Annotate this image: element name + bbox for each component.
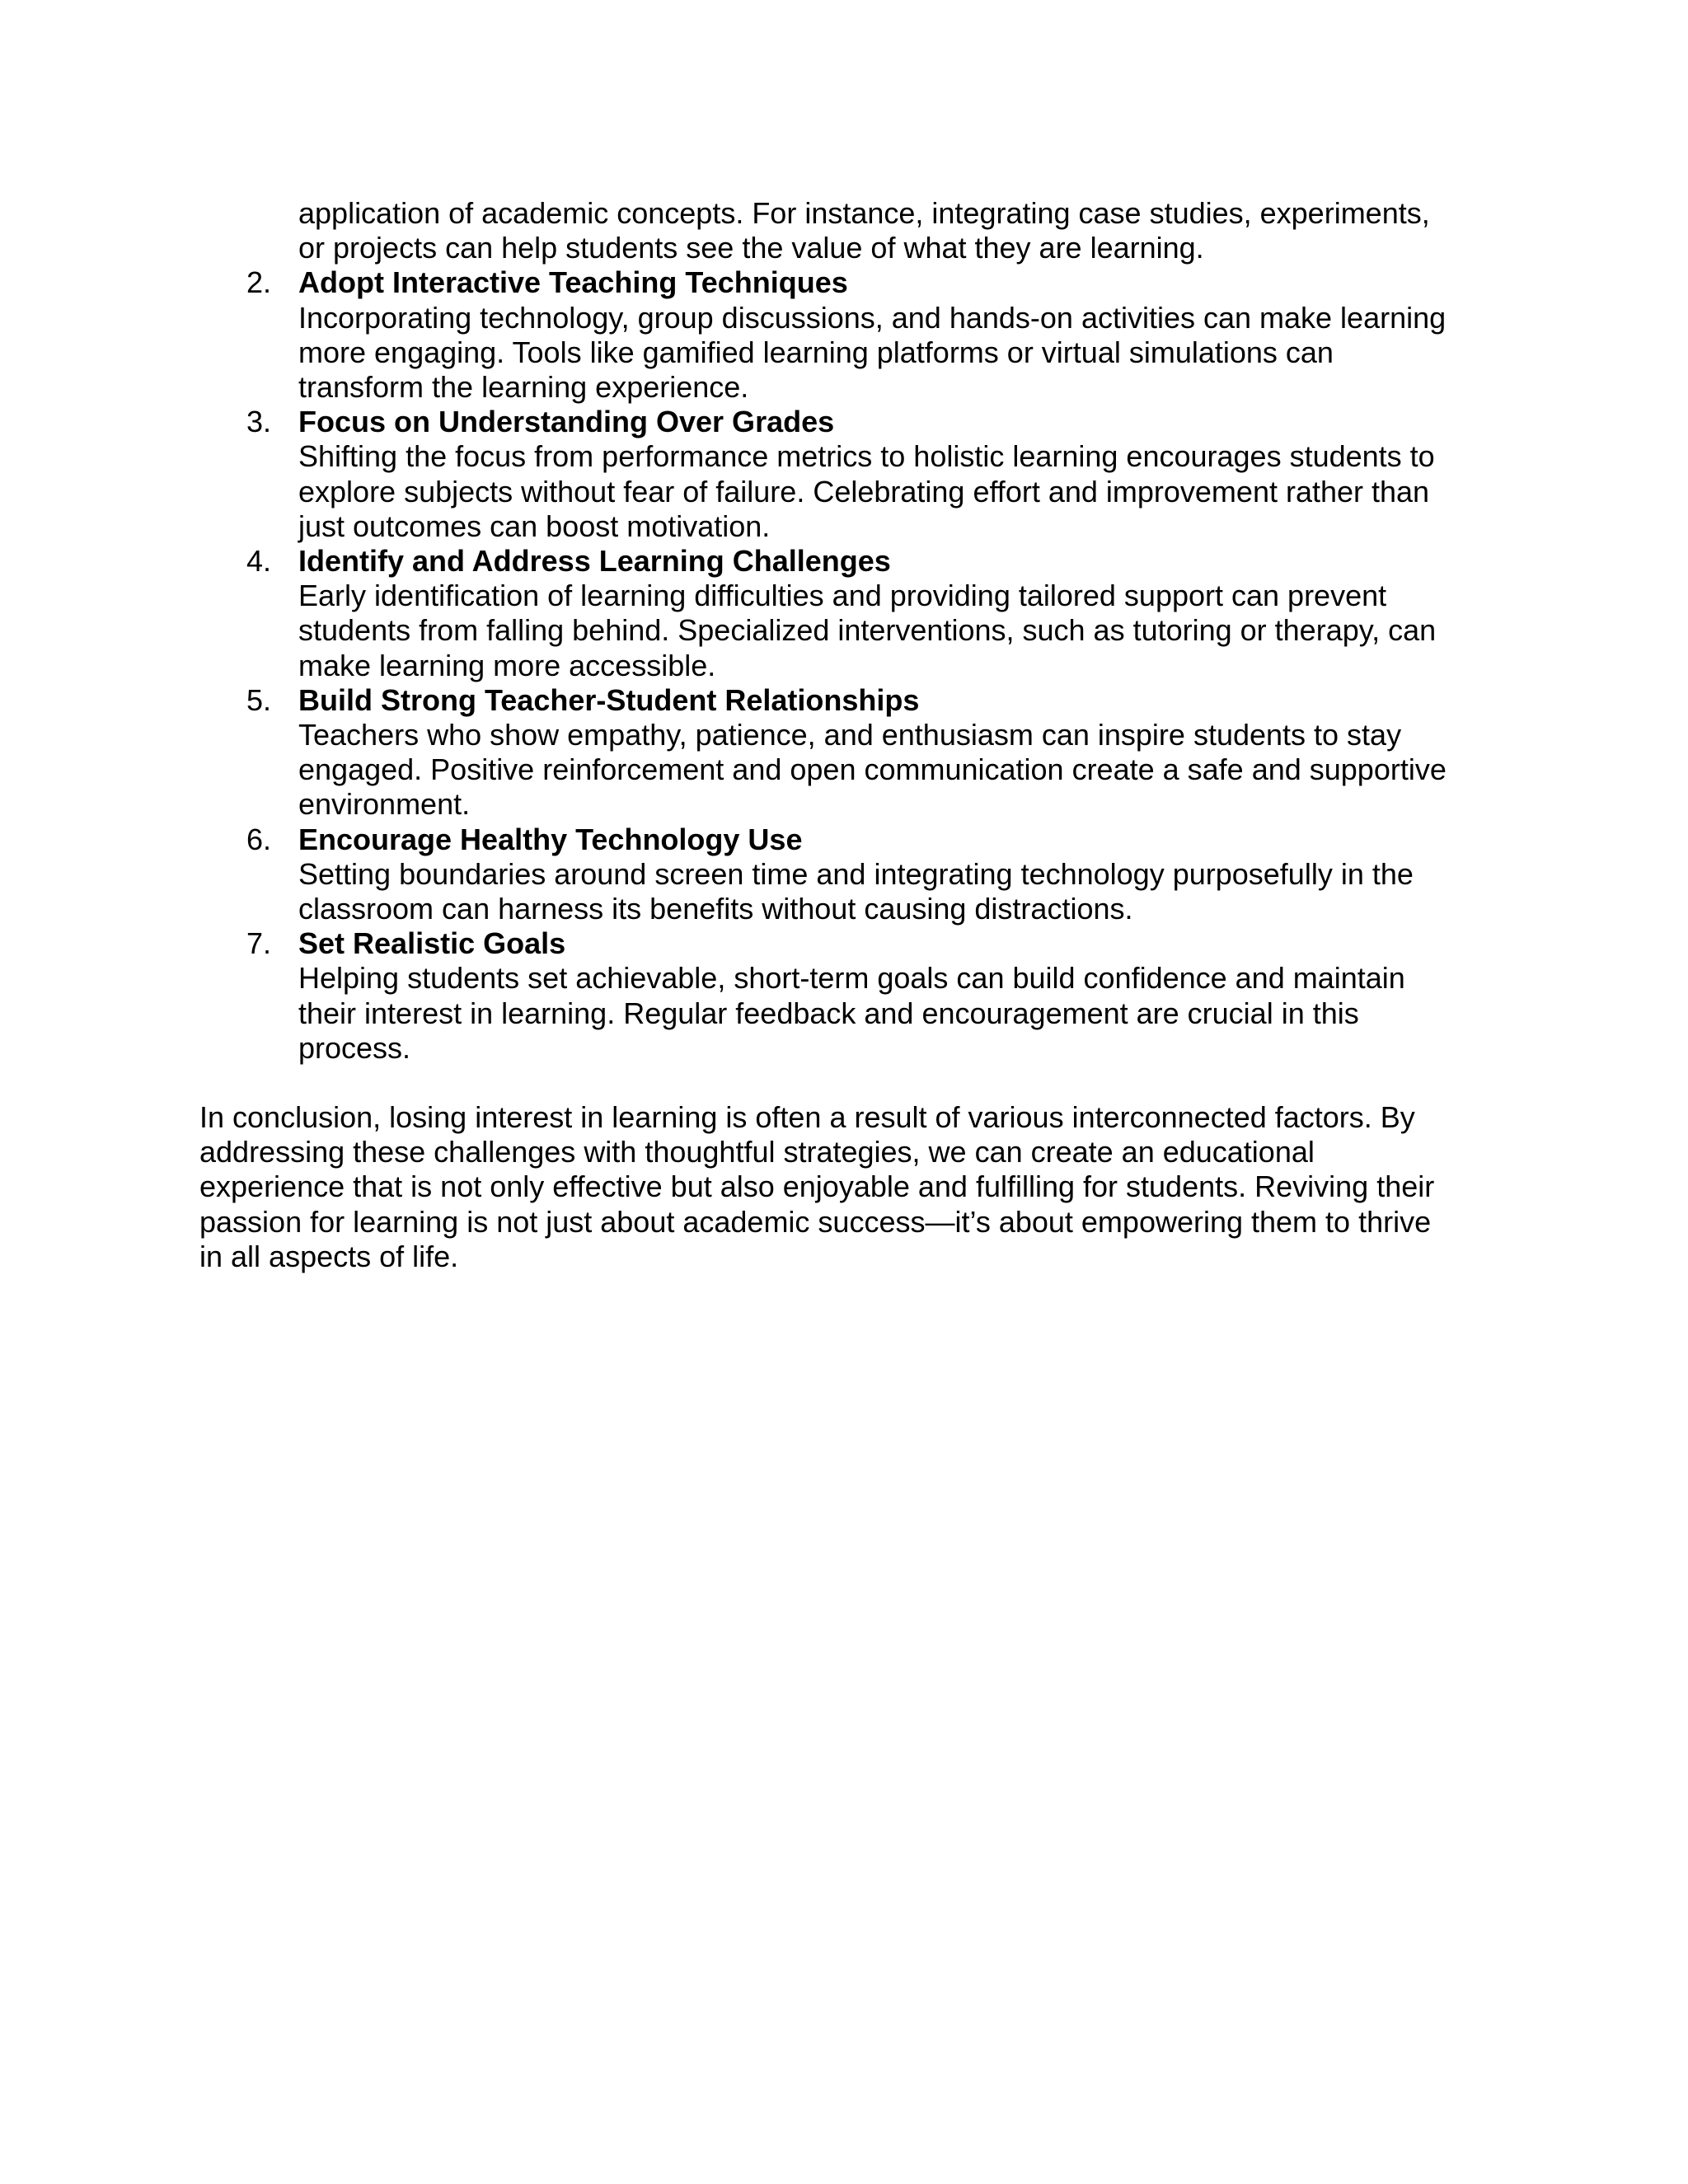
text-line: Shifting the focus from performance metrics to holistic learning encourages students to — [298, 439, 1435, 474]
text-line: Teachers who show empathy, patience, and enthusiasm can inspire students to stay — [298, 718, 1402, 752]
text-line: more engaging. Tools like gamified learning platforms or virtual simulations can — [298, 335, 1334, 369]
continued-paragraph — [199, 196, 1493, 265]
text-line: their interest in learning. Regular feedback and encouragement are crucial in this — [298, 996, 1359, 1030]
text-line: Incorporating technology, group discussions, and hands-on activities can make learning — [298, 300, 1447, 335]
item-heading: Identify and Address Learning Challenges — [298, 544, 891, 579]
text-line: engaged. Positive reinforcement and open communication create a safe and supportive — [298, 752, 1447, 787]
text-line: make learning more accessible. — [298, 648, 716, 682]
document-body — [199, 196, 1493, 1274]
text-line: environment. — [298, 787, 471, 822]
conclusion-paragraph — [199, 1100, 1493, 1274]
text-line: Setting boundaries around screen time and integrating technology purposefully in the — [298, 856, 1414, 891]
list-number: 4. — [246, 544, 272, 579]
item-heading: Set Realistic Goals — [298, 926, 566, 961]
list-item-4 — [199, 544, 1493, 683]
list-item-2 — [199, 265, 1493, 405]
list-item-3 — [199, 405, 1493, 544]
text-line: explore subjects without fear of failure. Celebrating effort and improvement rather than — [298, 474, 1430, 509]
list-number: 7. — [246, 926, 272, 961]
item-heading: Adopt Interactive Teaching Techniques — [298, 265, 848, 300]
item-heading: Encourage Healthy Technology Use — [298, 822, 803, 856]
text-line: addressing these challenges with thoughtful strategies, we can create an educational — [199, 1135, 1315, 1169]
text-line: transform the learning experience. — [298, 370, 749, 405]
list-item-7 — [199, 926, 1493, 1066]
text-line: students from falling behind. Specialized interventions, such as tutoring or therapy, can — [298, 613, 1437, 648]
text-line: in all aspects of life. — [199, 1239, 459, 1273]
text-line: passion for learning is not just about academic success—it’s about empowering them to thrive — [199, 1204, 1432, 1239]
text-line: process. — [298, 1030, 411, 1065]
item-heading: Build Strong Teacher-Student Relationships — [298, 682, 920, 717]
text-line: application of academic concepts. For instance, integrating case studies, experiments, — [298, 196, 1430, 230]
list-item-6 — [199, 823, 1493, 927]
list-item-5 — [199, 683, 1493, 823]
list-number: 6. — [246, 822, 272, 856]
list-number: 5. — [246, 682, 272, 717]
text-line: experience that is not only effective but also enjoyable and fulfilling for students. Reviving their — [199, 1169, 1435, 1204]
text-line: Early identification of learning difficulties and providing tailored support can prevent — [298, 579, 1387, 613]
text-line: classroom can harness its benefits without causing distractions. — [298, 892, 1133, 926]
text-line: In conclusion, losing interest in learning is often a result of various interconnected factors. By — [199, 1100, 1415, 1135]
text-line: Helping students set achievable, short-term goals can build confidence and maintain — [298, 961, 1405, 996]
text-line: or projects can help students see the value of what they are learning. — [298, 231, 1204, 265]
list-number: 2. — [246, 265, 272, 300]
item-heading: Focus on Understanding Over Grades — [298, 405, 835, 439]
list-number: 3. — [246, 405, 272, 439]
text-line: just outcomes can boost motivation. — [298, 509, 771, 543]
